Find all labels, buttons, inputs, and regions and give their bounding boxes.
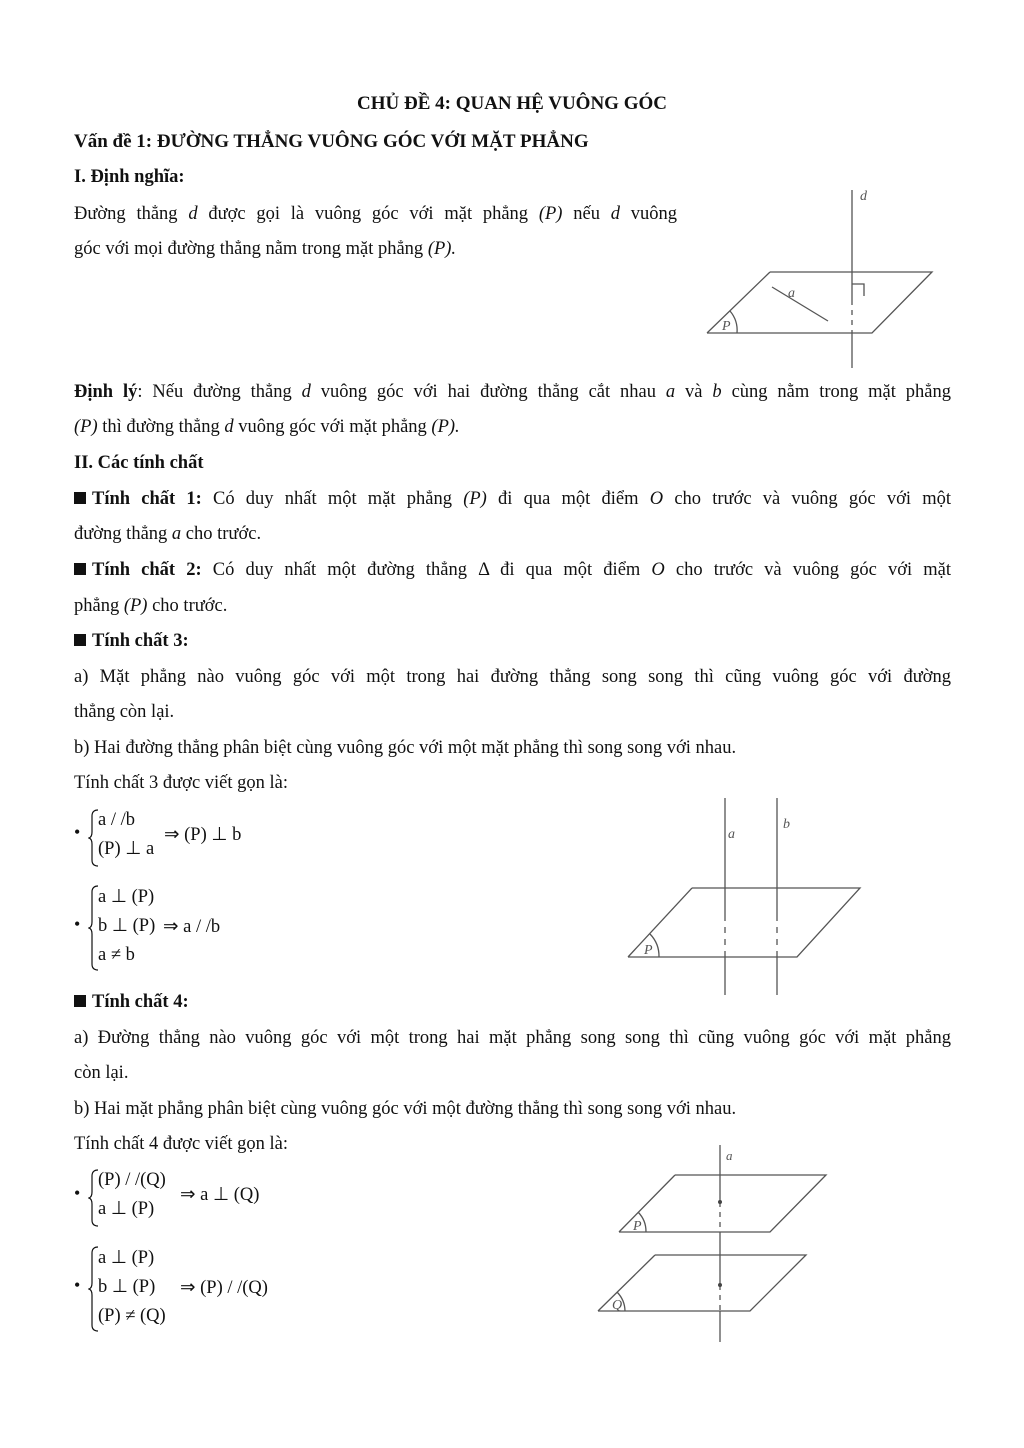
var-d: d bbox=[610, 204, 620, 224]
page-title: CHỦ ĐỀ 4: QUAN HỆ VUÔNG GÓC bbox=[357, 93, 667, 114]
theorem-label: Định lý bbox=[74, 382, 138, 402]
var-b: b bbox=[712, 382, 722, 402]
var-d: d bbox=[188, 204, 198, 224]
label-a: a bbox=[726, 1148, 733, 1163]
prop1-label: Tính chất 1: bbox=[92, 489, 202, 509]
prop4-summary: Tính chất 4 được viết gọn là: bbox=[74, 1134, 289, 1154]
definition-line-2 bbox=[74, 237, 456, 261]
condition: a ⊥ (P) bbox=[98, 887, 155, 907]
angle-arc bbox=[730, 311, 737, 333]
prop3-b-line: b) Hai đường thẳng phân biệt cùng vuông góc với một mặt phẳng thì song song với nhau. bbox=[74, 738, 737, 758]
text: : Nếu đường thẳng bbox=[137, 382, 302, 402]
label-p: P bbox=[644, 943, 653, 958]
figure-line-perpendicular-plane bbox=[700, 180, 950, 370]
label-a: a bbox=[788, 286, 795, 301]
bullet: • bbox=[74, 914, 81, 934]
issue-heading: Vấn đề 1: ĐƯỜNG THẲNG VUÔNG GÓC VỚI MẶT PHẲNG bbox=[74, 131, 589, 152]
condition: b ⊥ (P) bbox=[98, 1277, 156, 1297]
text: vuông góc với mặt phẳng bbox=[233, 417, 432, 437]
prop4-heading bbox=[74, 990, 189, 1014]
text: thì đường thẳng bbox=[97, 417, 225, 437]
text: vuông bbox=[619, 204, 677, 224]
text: phẳng bbox=[74, 596, 124, 616]
var-a: a bbox=[171, 524, 182, 544]
text: cho trước. bbox=[147, 596, 228, 616]
label-p: P bbox=[722, 319, 731, 334]
var-p: (P) bbox=[123, 596, 148, 616]
condition: a / /b bbox=[98, 810, 135, 830]
var-p: (P) bbox=[74, 417, 98, 437]
bullet: • bbox=[74, 1183, 81, 1203]
plane-p-edge bbox=[619, 1175, 675, 1232]
theorem-line-1 bbox=[74, 380, 951, 404]
square-bullet-icon bbox=[74, 563, 86, 575]
text: cho trước và vuông góc với mặt bbox=[664, 560, 951, 580]
definition-line-1 bbox=[74, 202, 677, 226]
condition: (P) / /(Q) bbox=[98, 1170, 166, 1190]
plane-p-edge bbox=[707, 272, 770, 333]
var-p: (P) bbox=[463, 489, 487, 509]
text: Đường thẳng bbox=[74, 204, 189, 224]
label-p: P bbox=[633, 1219, 642, 1234]
var-p: (P). bbox=[427, 239, 457, 259]
prop2-line-2 bbox=[74, 594, 227, 618]
condition: (P) ⊥ a bbox=[98, 839, 155, 859]
text: vuông góc với hai đường thẳng cắt nhau bbox=[310, 382, 666, 402]
text: và bbox=[675, 382, 713, 402]
intersection-point-p bbox=[718, 1200, 722, 1204]
intersection-point-q bbox=[718, 1283, 722, 1287]
condition: b ⊥ (P) bbox=[98, 916, 156, 936]
prop4-formula-2-result: ⇒ (P) / /(Q) bbox=[180, 1278, 268, 1298]
var-o: O bbox=[651, 560, 665, 580]
prop1-line-2 bbox=[74, 522, 261, 546]
text: đường thẳng bbox=[74, 524, 172, 544]
text: cùng nằm trong mặt phẳng bbox=[721, 382, 951, 402]
condition: a ⊥ (P) bbox=[98, 1248, 155, 1268]
condition: a ≠ b bbox=[98, 945, 135, 965]
prop3-formula-2-conditions bbox=[98, 883, 155, 970]
prop3-summary: Tính chất 3 được viết gọn là: bbox=[74, 773, 289, 793]
plane-p bbox=[619, 1175, 826, 1232]
plane-q-edge bbox=[598, 1255, 655, 1311]
figure-two-parallel-lines bbox=[620, 790, 870, 1000]
figure-two-parallel-planes bbox=[590, 1140, 850, 1350]
text: đi qua một điểm bbox=[486, 489, 650, 509]
label-b: b bbox=[783, 817, 790, 832]
prop4-formula-2-conditions bbox=[98, 1244, 166, 1331]
prop3-label: Tính chất 3: bbox=[92, 631, 189, 651]
text: Có duy nhất một mặt phẳng bbox=[201, 489, 464, 509]
prop4-formula-1-result: ⇒ a ⊥ (Q) bbox=[180, 1185, 260, 1205]
bullet: • bbox=[74, 1275, 81, 1295]
prop4-label: Tính chất 4: bbox=[92, 992, 189, 1012]
plane-p bbox=[707, 272, 932, 333]
prop1-line-1 bbox=[74, 487, 951, 511]
properties-heading: II. Các tính chất bbox=[74, 453, 204, 473]
prop3-a-line-2: thẳng còn lại. bbox=[74, 702, 175, 722]
var-d: d bbox=[301, 382, 311, 402]
line-a bbox=[772, 287, 828, 321]
text: cho trước. bbox=[181, 524, 262, 544]
prop2-label: Tính chất 2: bbox=[92, 560, 202, 580]
condition: (P) ≠ (Q) bbox=[98, 1306, 166, 1326]
prop2-line-1 bbox=[74, 558, 951, 582]
prop4-a-line-1: a) Đường thẳng nào vuông góc với một trong hai mặt phẳng song song thì cũng vuông góc với mặt phẳng bbox=[74, 1028, 951, 1048]
prop3-a-line-1: a) Mặt phẳng nào vuông góc với một trong hai đường thẳng song song thì cũng vuông góc với đường bbox=[74, 667, 951, 687]
prop3-heading bbox=[74, 629, 189, 653]
var-o: O bbox=[649, 489, 664, 509]
bullet: • bbox=[74, 822, 81, 842]
square-bullet-icon bbox=[74, 634, 86, 646]
var-p: (P). bbox=[431, 417, 460, 437]
condition: a ⊥ (P) bbox=[98, 1199, 155, 1219]
definition-heading: I. Định nghĩa: bbox=[74, 167, 185, 187]
prop4-b-line: b) Hai mặt phẳng phân biệt cùng vuông góc với một đường thẳng thì song song với nhau. bbox=[74, 1099, 737, 1119]
theorem-line-2 bbox=[74, 415, 460, 439]
prop4-a-line-2: còn lại. bbox=[74, 1063, 129, 1083]
prop3-formula-1-conditions bbox=[98, 806, 154, 864]
text: được gọi là vuông góc với mặt phẳng bbox=[197, 204, 539, 224]
square-bullet-icon bbox=[74, 492, 86, 504]
label-d: d bbox=[860, 189, 867, 204]
prop3-formula-1-result: ⇒ (P) ⊥ b bbox=[164, 825, 242, 845]
text: nếu bbox=[562, 204, 611, 224]
right-angle-mark bbox=[852, 284, 864, 296]
plane-p bbox=[628, 888, 860, 957]
plane-p-edge bbox=[628, 888, 692, 957]
square-bullet-icon bbox=[74, 995, 86, 1007]
plane-q bbox=[598, 1255, 806, 1311]
text: góc với mọi đường thẳng nằm trong mặt phẳng bbox=[74, 239, 428, 259]
prop4-formula-1-conditions bbox=[98, 1166, 166, 1224]
var-p: (P) bbox=[538, 204, 563, 224]
text: cho trước và vuông góc với một bbox=[663, 489, 951, 509]
label-a: a bbox=[728, 827, 735, 842]
var-d: d bbox=[224, 417, 234, 437]
var-a: a bbox=[665, 382, 676, 402]
label-q: Q bbox=[612, 1298, 623, 1313]
prop3-formula-2-result: ⇒ a / /b bbox=[163, 917, 221, 937]
text: Có duy nhất một đường thẳng Δ đi qua một điểm bbox=[201, 560, 652, 580]
